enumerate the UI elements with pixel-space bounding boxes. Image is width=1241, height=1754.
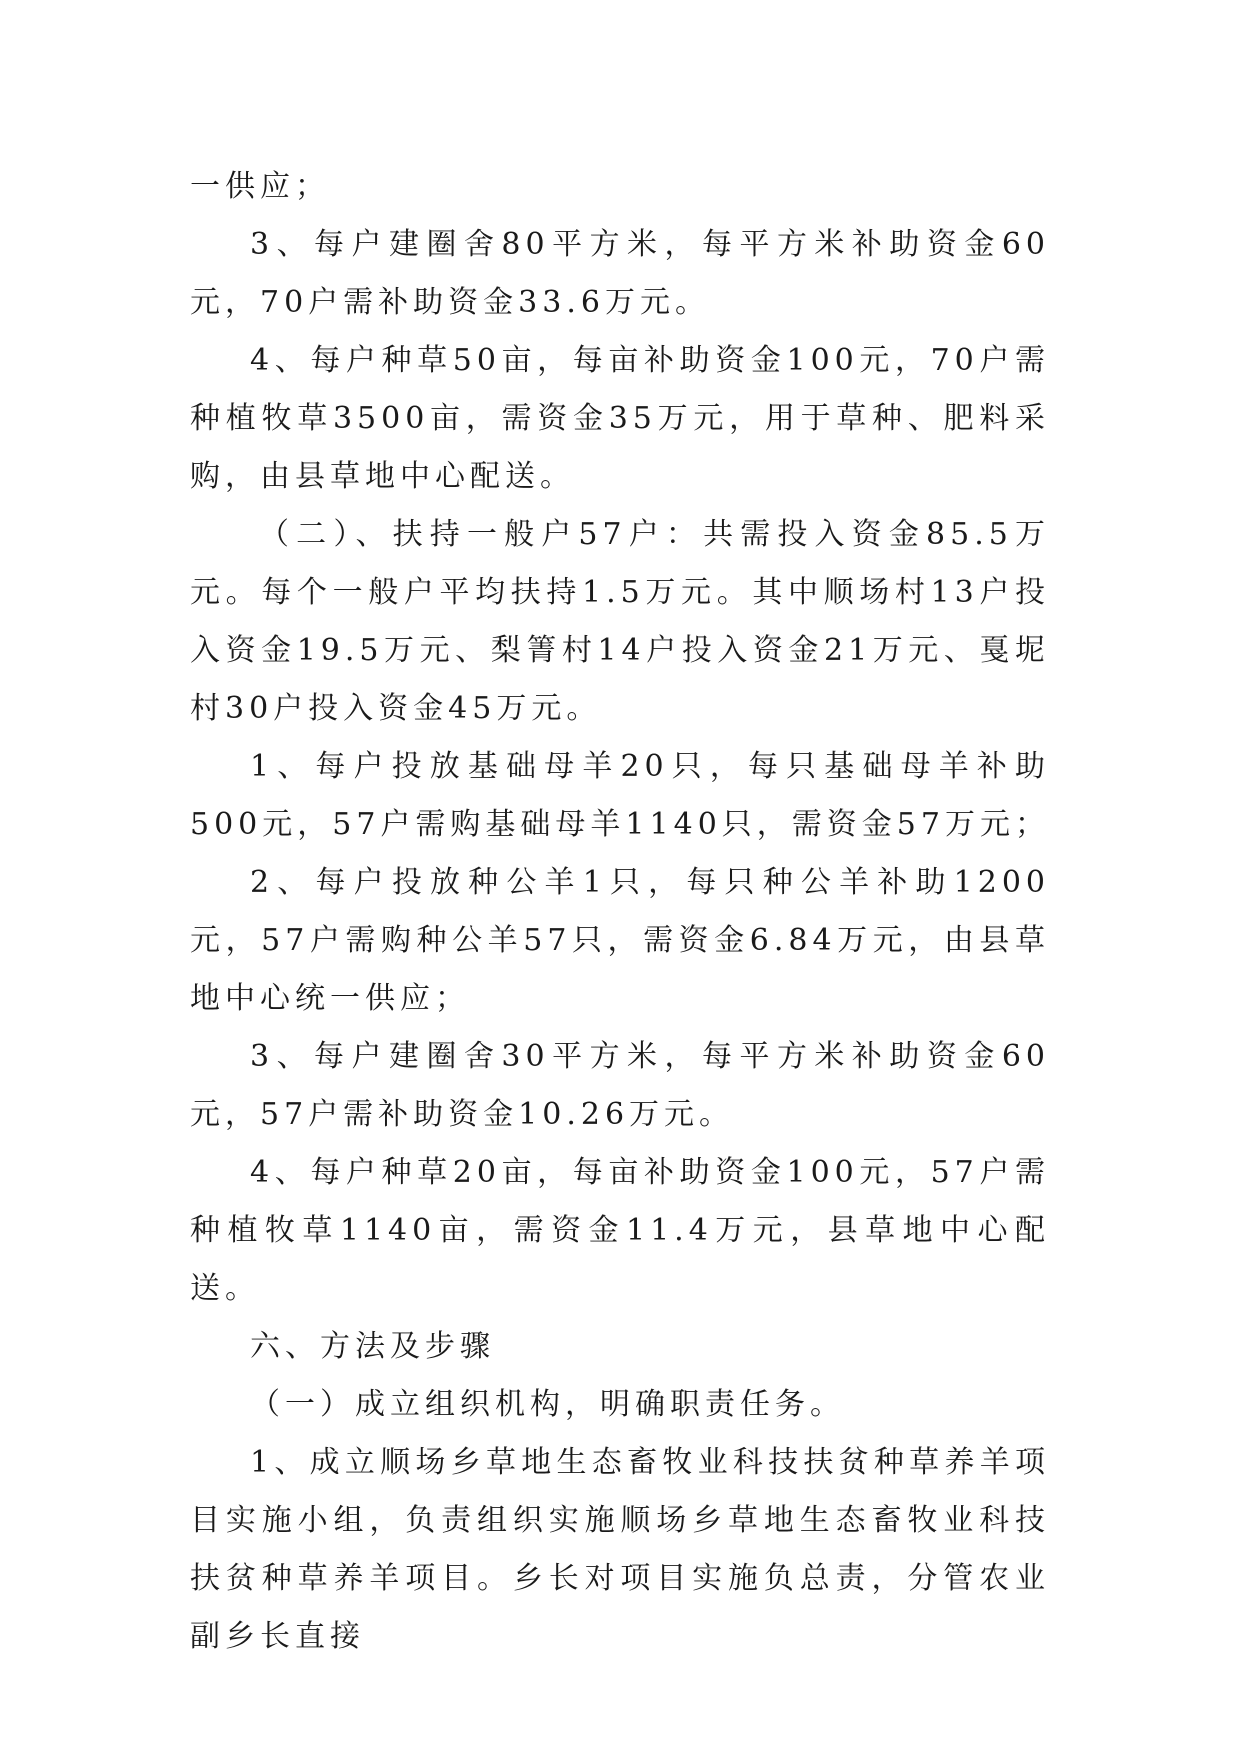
section-heading-methods-steps: 六、方法及步骤 [250,1329,495,1364]
paragraph-general-households-57: （二）、扶持一般户57户：共需投入资金85.5万元。每个一般户平均扶持1.5万元。其中顺场村13户投入资金19.5万元、梨箐村14户投入资金21万元、戛坭村30户投入资金45万元。 [190,517,1050,726]
paragraph-grass-subsidy-70: 4、每户种草50亩，每亩补助资金100元，70户需种植牧草3500亩，需资金35万元，用于草种、肥料采购，由县草地中心配送。 [190,343,1050,494]
paragraph-supply-continuation: 一供应； [190,169,330,204]
paragraph-ewe-subsidy-57: 1、每户投放基础母羊20只，每只基础母羊补助500元，57户需购基础母羊1140只，需资金57万元； [190,749,1050,842]
document-body [190,158,1050,1666]
paragraph-pen-subsidy-70: 3、每户建圈舍80平方米，每平方米补助资金60元，70户需补助资金33.6万元。 [190,227,1050,320]
paragraph-ram-subsidy-57: 2、每户投放种公羊1只，每只种公羊补助1200元，57户需购种公羊57只，需资金6.84万元，由县草地中心统一供应； [190,865,1050,1016]
paragraph-grass-subsidy-57: 4、每户种草20亩，每亩补助资金100元，57户需种植牧草1140亩，需资金11.4万元，县草地中心配送。 [190,1155,1050,1306]
paragraph-pen-subsidy-57: 3、每户建圈舍30平方米，每平方米补助资金60元，57户需补助资金10.26万元。 [190,1039,1050,1132]
paragraph-implementation-team: 1、成立顺场乡草地生态畜牧业科技扶贫种草养羊项目实施小组，负责组织实施顺场乡草地生态畜牧业科技扶贫种草养羊项目。乡长对项目实施负总责，分管农业副乡长直接 [190,1445,1050,1654]
subsection-heading-organization: （一）成立组织机构，明确职责任务。 [250,1387,845,1422]
